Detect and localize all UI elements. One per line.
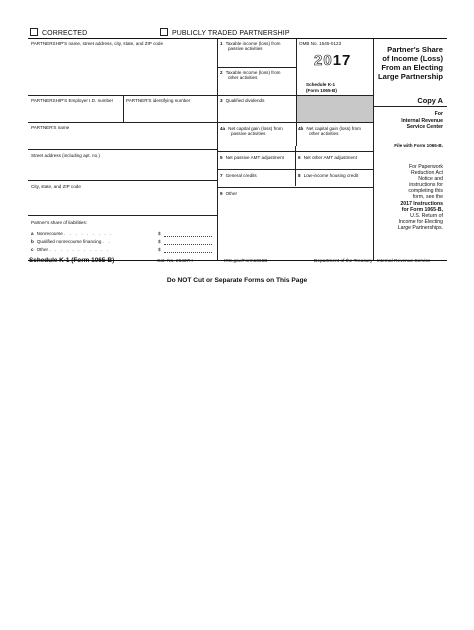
footer-url[interactable]: IRS.gov/Form1065B <box>224 259 268 264</box>
footer-cat-no: Cat. No. 25437H <box>157 259 193 264</box>
box-3-label: 3 Qualified dividends <box>220 98 265 103</box>
schedule-line-1: Schedule K-1 <box>306 82 336 87</box>
partner-name-label: PARTNER'S name <box>31 125 70 130</box>
box-1-label: 1 Taxable income (loss) from passive activities <box>220 41 281 52</box>
partner-id-label: PARTNER'S identifying number <box>126 98 191 103</box>
liability-b-field[interactable] <box>164 244 212 245</box>
liability-c-field[interactable] <box>164 252 212 253</box>
copy-label: Copy A <box>417 96 443 105</box>
currency-sign: $ <box>158 247 161 252</box>
box-8-label: 8 Low-income housing credit <box>298 173 359 178</box>
box-4a-label: 4a Net capital gain (loss) from passive activities <box>220 126 283 137</box>
corrected-checkbox[interactable] <box>30 28 38 36</box>
footer-form-name: Schedule K-1 (Form 1065-B) <box>29 257 115 264</box>
corrected-checkbox-row[interactable] <box>30 28 87 37</box>
ptp-checkbox-row[interactable] <box>160 28 290 37</box>
liabilities-title: Partner's share of liabilities: <box>31 220 88 225</box>
city-state-zip-label: City, state, and ZIP code <box>31 184 81 189</box>
corrected-label: CORRECTED <box>42 30 88 37</box>
currency-sign: $ <box>158 239 161 244</box>
liability-row: c Other . . . . . . . . . . . <box>31 247 110 252</box>
partnership-ein-label: PARTNERSHIP'S Employer I.D. number <box>31 98 114 103</box>
ptp-label: PUBLICLY TRADED PARTNERSHIP <box>172 30 290 37</box>
paperwork-notice: For Paperwork Reduction Act Notice and instructions for completing this form, see the 2017 Instructions for Form 1065-B, U.S. Return of Income for Electing Large Partnerships. <box>397 164 443 231</box>
tax-year: 2017 <box>314 52 352 69</box>
currency-sign: $ <box>158 231 161 236</box>
liability-row: a Nonrecourse . . . . . . . . . <box>31 231 114 236</box>
partnership-name-label: PARTNERSHIP'S name, street address, city, state, and ZIP code <box>31 41 164 46</box>
ptp-checkbox[interactable] <box>160 28 168 36</box>
shaded-area <box>297 96 374 122</box>
k1-form-grid <box>28 38 447 261</box>
schedule-line-2: (Form 1065-B) <box>306 88 337 93</box>
omb-number: OMB No. 1545-0123 <box>299 41 342 46</box>
box-4b-label: 4b Net capital gain (loss) from other activities <box>298 126 362 137</box>
box-9-label: 9 Other <box>220 191 238 196</box>
liability-row: b Qualified nonrecourse financing . . <box>31 239 112 244</box>
box-7-label: 7 General credits <box>220 173 257 178</box>
box-2-label: 2 Taxable income (loss) from other activities <box>220 70 281 81</box>
box-6-label: 6 Net other AMT adjustment <box>298 155 357 160</box>
form-title: Partner's Share of Income (Loss) From an Electing Large Partnership <box>378 45 443 81</box>
footer-dept: Department of the Treasury - Internal Revenue Service <box>314 259 431 264</box>
street-address-label: Street address (including apt. no.) <box>31 153 100 158</box>
liability-a-field[interactable] <box>164 236 212 237</box>
file-with-label: File with Form 1065-B. <box>394 143 443 148</box>
box-5-label: 5 Net passive AMT adjustment <box>220 155 284 160</box>
for-irs-label: For Internal Revenue Service Center <box>401 111 443 131</box>
do-not-cut-notice: Do NOT Cut or Separate Forms on This Page <box>166 277 308 284</box>
